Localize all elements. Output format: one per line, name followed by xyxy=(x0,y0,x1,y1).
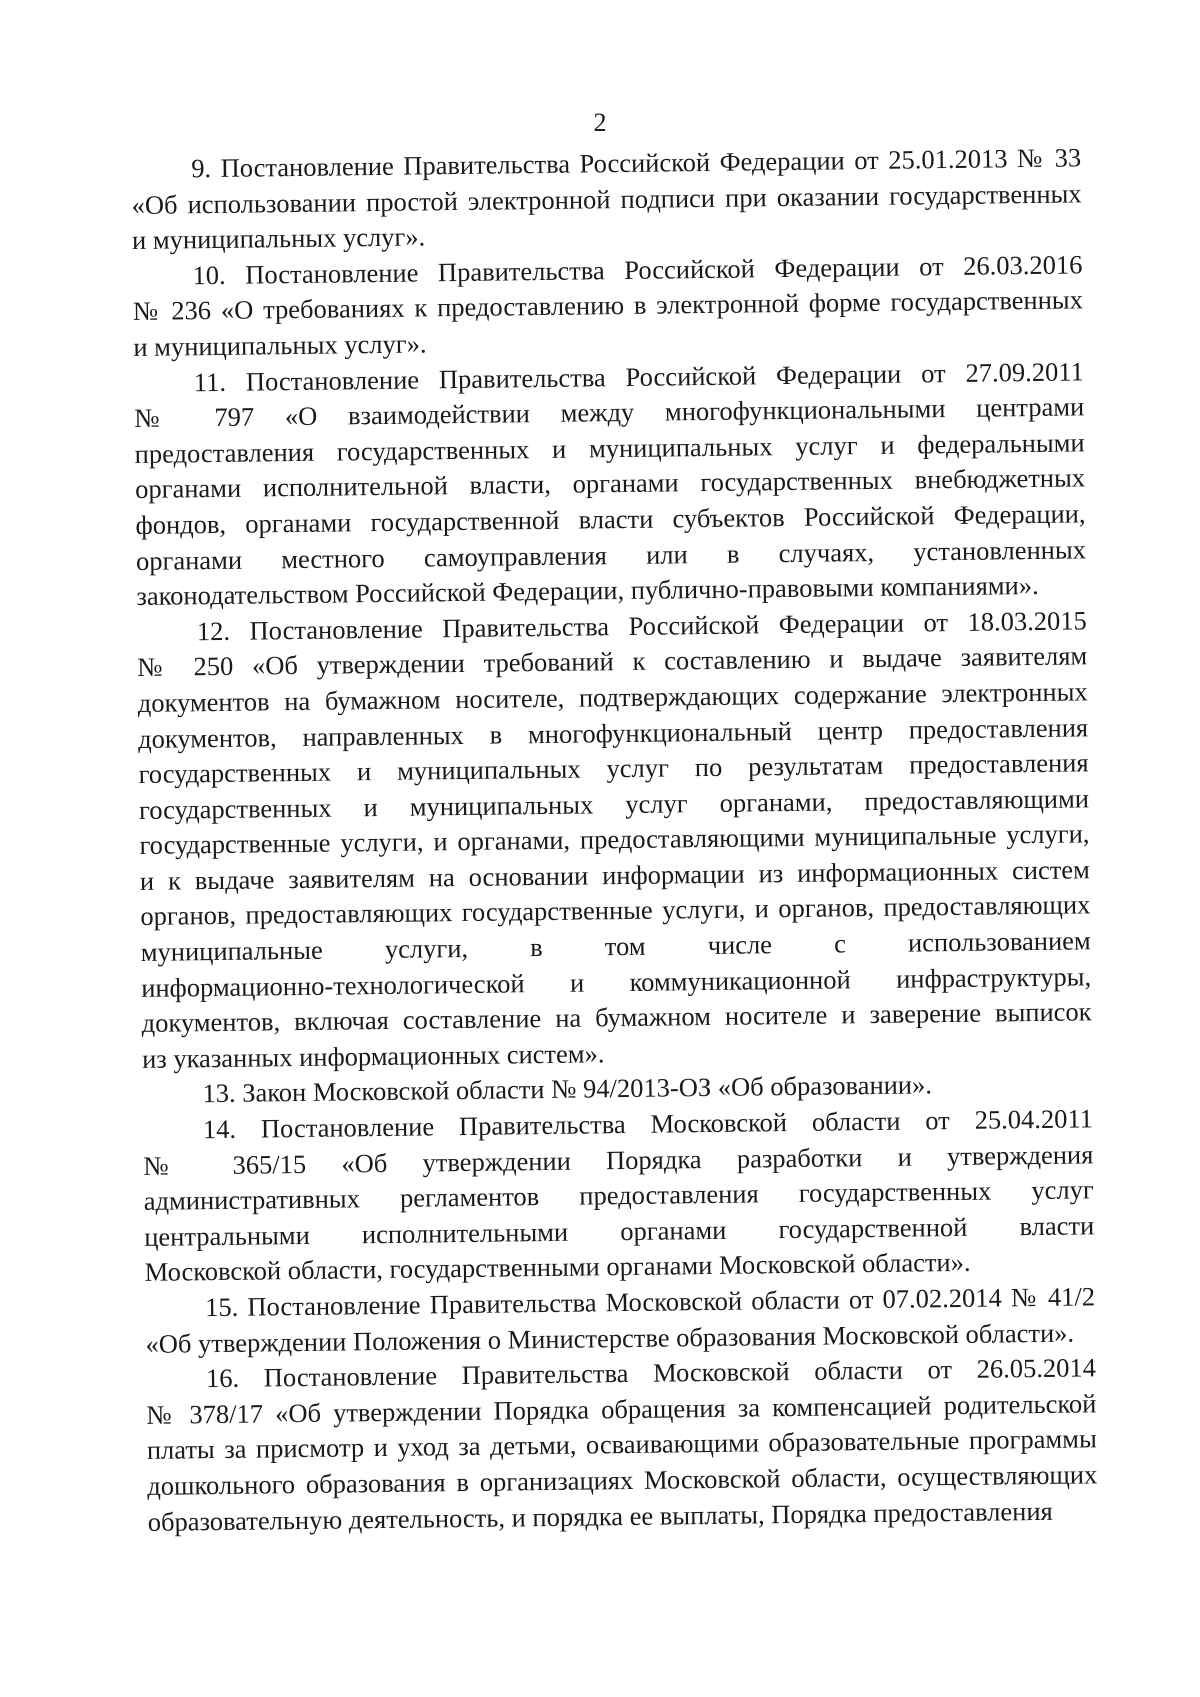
text-line: 12. Постановление Правительства Российской Федерации от 18.03.2015 xyxy=(196,605,1087,646)
list-item-paragraph xyxy=(145,1279,1096,1362)
text-line: органами исполнительной власти, органами государственных внебюджетных xyxy=(134,462,1086,505)
text-line: 13. Закон Московской области № 94/2013-ОЗ «Об образовании». xyxy=(202,1069,933,1109)
text-line: административных регламентов предоставления государственных услуг xyxy=(143,1174,1094,1217)
text-line: № 250 «Об утверждении требований к составлению и выдаче заявителям xyxy=(137,640,1088,683)
text-line: фондов, органами государственной власти субъектов Российской Федерации, xyxy=(135,498,1086,540)
text-line: государственных и муниципальных услуг по результатам предоставления xyxy=(138,747,1089,790)
text-line: 10. Постановление Правительства Российской Федерации от 26.03.2016 xyxy=(192,249,1083,291)
text-line: документов, включая составление на бумажном носителе и заверение выписок xyxy=(141,996,1092,1039)
text-line: № 236 «О требованиях к предоставлению в электронной форме государственных xyxy=(132,284,1084,327)
text-line: информационно-технологической и коммуникационной инфраструктуры, xyxy=(141,960,1092,1003)
text-line: и к выдаче заявителям на основании информации из информационных систем xyxy=(139,854,1091,896)
text-line: органами местного самоуправления или в случаях, установленных xyxy=(135,533,1087,576)
text-line: из указанных информационных систем». xyxy=(141,1038,605,1074)
list-item-paragraph xyxy=(143,1101,1095,1291)
list-item-paragraph xyxy=(131,140,1082,258)
list-item-paragraph xyxy=(134,354,1087,615)
text-line: Московской области, государственными органами Московской области». xyxy=(144,1247,971,1288)
text-line: и муниципальных услуг». xyxy=(131,221,426,256)
list-item-paragraph xyxy=(137,603,1093,1077)
text-line: «Об утверждении Положения о Министерстве образования Московской области». xyxy=(145,1317,1075,1359)
text-line: № 378/17 «Об утверждении Порядка обращения за компенсацией родительской xyxy=(146,1388,1097,1430)
text-line: муниципальные услуги, в том числе с использованием xyxy=(140,925,1091,968)
text-line: 16. Постановление Правительства Московской области от 26.05.2014 xyxy=(205,1352,1097,1394)
text-line: «Об использовании простой электронной подписи при оказании государственных xyxy=(131,177,1082,220)
text-line: центральными исполнительными органами государственной власти xyxy=(144,1210,1095,1252)
page-number: 2 xyxy=(593,108,607,137)
text-line: образовательную деятельность, и порядка ее выплаты, Порядка предоставления xyxy=(147,1495,1053,1537)
text-line: 11. Постановление Правительства Российской Федерации от 27.09.2011 xyxy=(193,355,1084,397)
text-line: 14. Постановление Правительства Московской области от 25.04.2011 xyxy=(202,1103,1094,1145)
text-line: органов, предоставляющих государственные услуги, и органов, предоставляющих xyxy=(140,889,1091,932)
text-line: государственных и муниципальных услуг органами, предоставляющими xyxy=(138,783,1090,825)
list-item-paragraph xyxy=(146,1350,1098,1540)
text-line: и муниципальных услуг». xyxy=(133,328,427,362)
text-line: документов на бумажном носителе, подтверждающих содержание электронных xyxy=(137,676,1088,718)
text-line: 15. Постановление Правительства Московской области от 07.02.2014 № 41/2 xyxy=(204,1281,1096,1323)
text-line: дошкольного образования в организациях Московской области, осуществляющих xyxy=(147,1459,1098,1501)
text-line: 9. Постановление Правительства Российской Федерации от 25.01.2013 № 33 xyxy=(191,142,1082,184)
text-line: платы за присмотр и уход за детьми, осваивающими образовательные программы xyxy=(146,1423,1097,1466)
text-line: документов, направленных в многофункциональный центр предоставления xyxy=(137,711,1089,754)
text-line: государственные услуги, и органами, предоставляющими муниципальные услуги, xyxy=(139,818,1090,861)
text-line: предоставления государственных и муниципальных услуг и федеральными xyxy=(134,427,1085,469)
document-body xyxy=(131,140,1098,1540)
list-item-paragraph xyxy=(132,247,1083,365)
text-line: законодательством Российской Федерации, публично-правовыми компаниями». xyxy=(136,570,1039,612)
text-line: № 365/15 «Об утверждении Порядка разработки и утверждения xyxy=(143,1138,1094,1181)
text-line: № 797 «О взаимодействии между многофункциональными центрами xyxy=(134,391,1085,434)
